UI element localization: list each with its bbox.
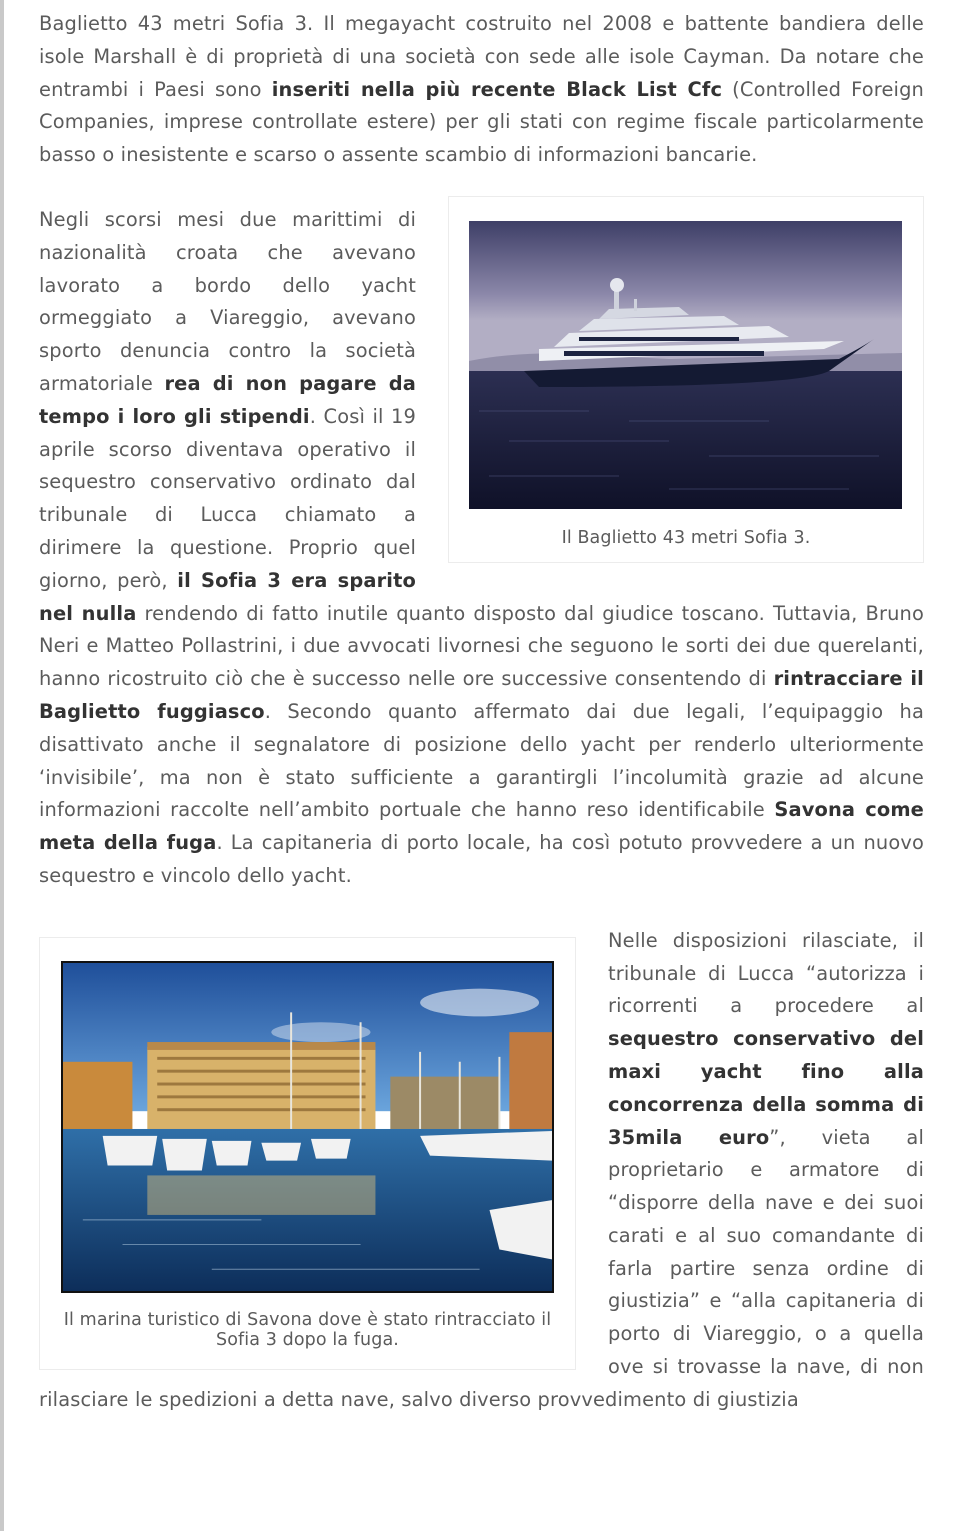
figure-marina-caption: Il marina turistico di Savona dove è stato rintracciato il Sofia 3 dopo la fuga. xyxy=(63,1309,552,1350)
text-run: Nelle disposizioni rilasciate, il tribunale di Lucca “autorizza i ricorrenti a procedere al xyxy=(608,928,924,1018)
text-run: ”, vieta al proprietario e armatore di “disporre della nave e dei suoi carati e al suo comandante di farla partire senza ordine di giustizia” e “alla capitaneria di porto di Viareggio, o a quella ove si trovasse la nave, di non rilasciare le spedizioni a detta nave, salvo diverso provvedimento di giustizia xyxy=(39,1125,924,1411)
paragraph-intro xyxy=(39,8,924,172)
text-run: . La capitaneria di porto locale, ha così potuto provvedere a un nuovo sequestro e vincolo dello yacht. xyxy=(39,831,925,887)
text-run: rendendo di fatto inutile quanto disposto dal giudice toscano. Tuttavia, Bruno Neri e Matteo Pollastrini, i due avvocati livornesi che seguono le sorti dei due querelanti, hanno ricostruito ciò che è successo nelle ore successive consentendo di xyxy=(39,601,924,691)
yacht-photo xyxy=(469,221,902,509)
article-body xyxy=(39,8,924,1417)
bold-text-run: il Sofia 3 era sparito nel nulla xyxy=(39,568,416,625)
bold-text-run: sequestro conservativo del maxi yacht fino alla concorrenza della somma di 35mila euro xyxy=(608,1027,924,1149)
bold-text-run: rea di non pagare da tempo i loro gli stipendi xyxy=(39,371,416,428)
figure-yacht xyxy=(448,196,924,563)
text-run: . Secondo quanto affermato dai due legali, l’equipaggio ha disattivato anche il segnalatore di posizione dello yacht per renderlo ulteriormente ‘invisibile’, ma non è stato sufficiente a garantirgli l’incolumità grazie ad alcune informazioni raccolte nell’ambito portuale che hanno reso identificabile xyxy=(39,699,924,822)
text-run: Baglietto 43 metri Sofia 3. Il megayacht costruito nel 2008 e battente bandiera delle isole Marshall è di proprietà di una società con sede alle isole Cayman. Da notare che entrambi i Paesi sono xyxy=(39,12,924,101)
text-run: . Così il 19 aprile scorso diventava operativo il sequestro conservativo ordinato dal tribunale di Lucca chiamato a dirimere la questione. Proprio quel giorno, però, xyxy=(39,404,416,592)
text-run: (Controlled Foreign Companies, imprese controllate estere) per gli stati con regime fiscale particolarmente basso o inesistente e scarso o assente scambio di informazioni bancarie. xyxy=(39,77,924,167)
figure-marina xyxy=(39,937,576,1370)
bold-text-run: inseriti nella più recente Black List Cfc xyxy=(271,77,723,101)
figure-yacht-caption: Il Baglietto 43 metri Sofia 3. xyxy=(561,527,811,548)
page-left-rule xyxy=(0,0,4,1531)
bold-text-run: Savona come meta della fuga xyxy=(39,798,924,855)
marina-photo xyxy=(61,961,554,1293)
bold-text-run: rintracciare il Baglietto fuggiasco xyxy=(39,667,924,723)
text-run: Negli scorsi mesi due marittimi di nazionalità croata che avevano lavorato a bordo dello yacht ormeggiato a Viareggio, avevano sporto denuncia contro la società armatoriale xyxy=(39,207,416,395)
